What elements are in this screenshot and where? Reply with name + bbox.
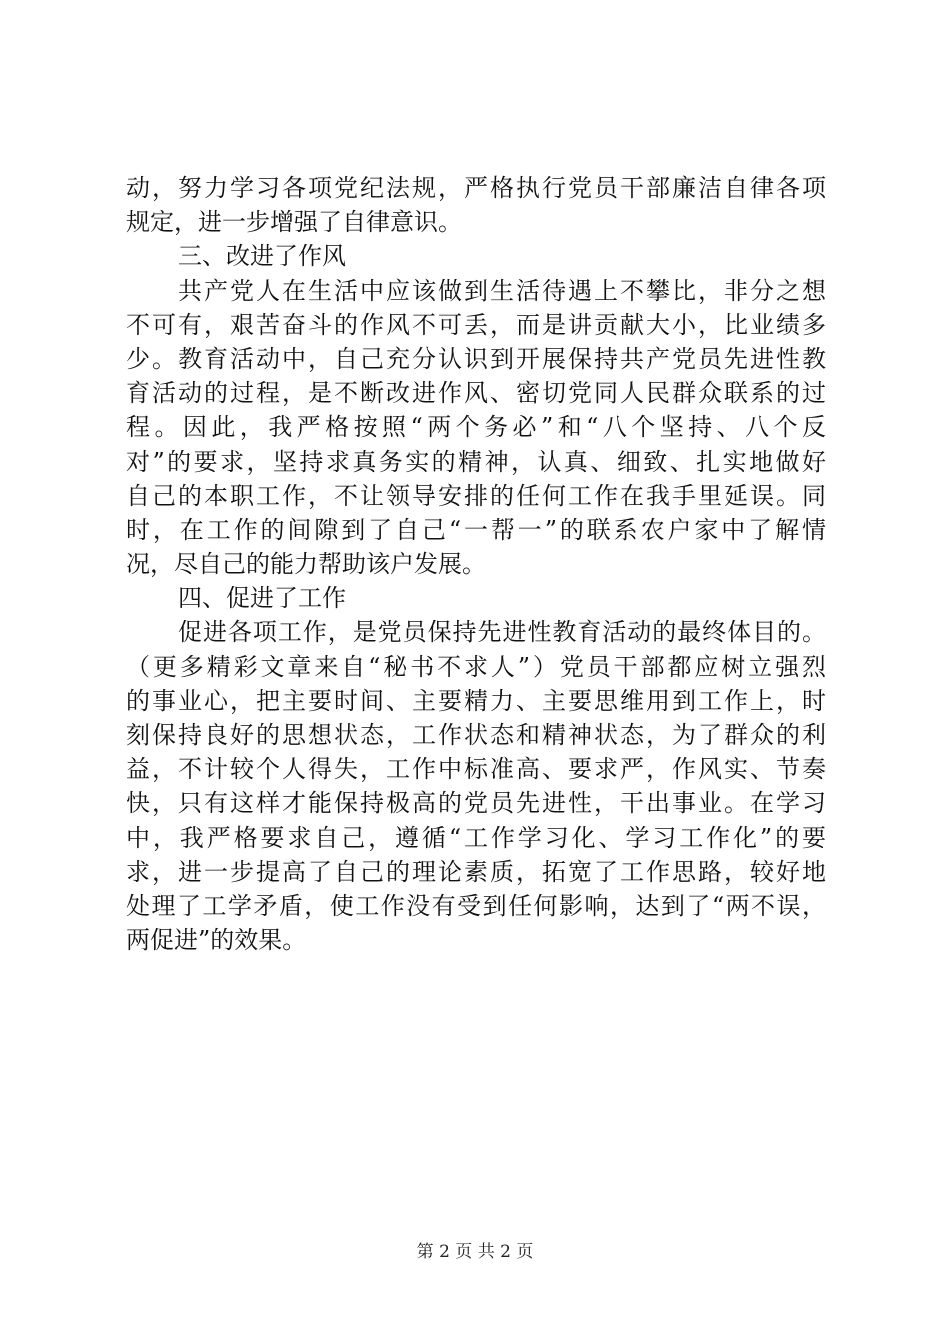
paragraph-line: （更多精彩文章来自“秘书不求人”）党员干部都应树立强烈 xyxy=(126,652,826,681)
paragraph-line: 处理了工学矛盾，使工作没有受到任何影响，达到了“两不误， xyxy=(126,891,826,920)
paragraph-line: 两促进”的效果。 xyxy=(126,926,307,955)
paragraph-line: 共产党人在生活中应该做到生活待遇上不攀比，非分之想 xyxy=(178,276,826,305)
paragraph-line: 中，我严格要求自己，遵循“工作学习化、学习工作化”的要 xyxy=(126,823,826,852)
paragraph-line: 促进各项工作，是党员保持先进性教育活动的最终体目的。 xyxy=(178,618,826,647)
paragraph-line: 育活动的过程，是不断改进作风、密切党同人民群众联系的过 xyxy=(126,379,826,408)
document-body xyxy=(126,171,826,957)
paragraph-line: 不可有，艰苦奋斗的作风不可丢，而是讲贡献大小，比业绩多 xyxy=(126,310,826,339)
paragraph-line: 况，尽自己的能力帮助该户发展。 xyxy=(126,550,486,579)
paragraph-line: 时，在工作的间隙到了自己“一帮一”的联系农户家中了解情 xyxy=(126,515,826,544)
paragraph-line: 少。教育活动中，自己充分认识到开展保持共产党员先进性教 xyxy=(126,344,826,373)
paragraph-line: 自己的本职工作，不让领导安排的任何工作在我手里延误。同 xyxy=(126,481,826,510)
paragraph-line: 求，进一步提高了自己的理论素质，拓宽了工作思路，较好地 xyxy=(126,857,826,886)
page-number-footer: 第 2 页 共 2 页 xyxy=(416,1242,534,1262)
paragraph-line: 刻保持良好的思想状态，工作状态和精神状态，为了群众的利 xyxy=(126,721,826,749)
paragraph-line: 对”的要求，坚持求真务实的精神，认真、细致、扎实地做好 xyxy=(126,447,826,476)
section-heading: 四、促进了工作 xyxy=(178,584,346,613)
paragraph-line: 动，努力学习各项党纪法规，严格执行党员干部廉洁自律各项 xyxy=(126,174,826,202)
section-heading: 三、改进了作风 xyxy=(178,242,346,271)
paragraph-line: 快，只有这样才能保持极高的党员先进性，干出事业。在学习 xyxy=(126,789,826,818)
paragraph-line: 的事业心，把主要时间、主要精力、主要思维用到工作上，时 xyxy=(126,686,826,715)
paragraph-line: 程。因此，我严格按照“两个务必”和“八个坚持、八个反 xyxy=(126,413,826,442)
paragraph-line: 益，不计较个人得失，工作中标准高、要求严，作风实、节奏 xyxy=(126,755,826,784)
paragraph-line: 规定，进一步增强了自律意识。 xyxy=(126,208,462,237)
